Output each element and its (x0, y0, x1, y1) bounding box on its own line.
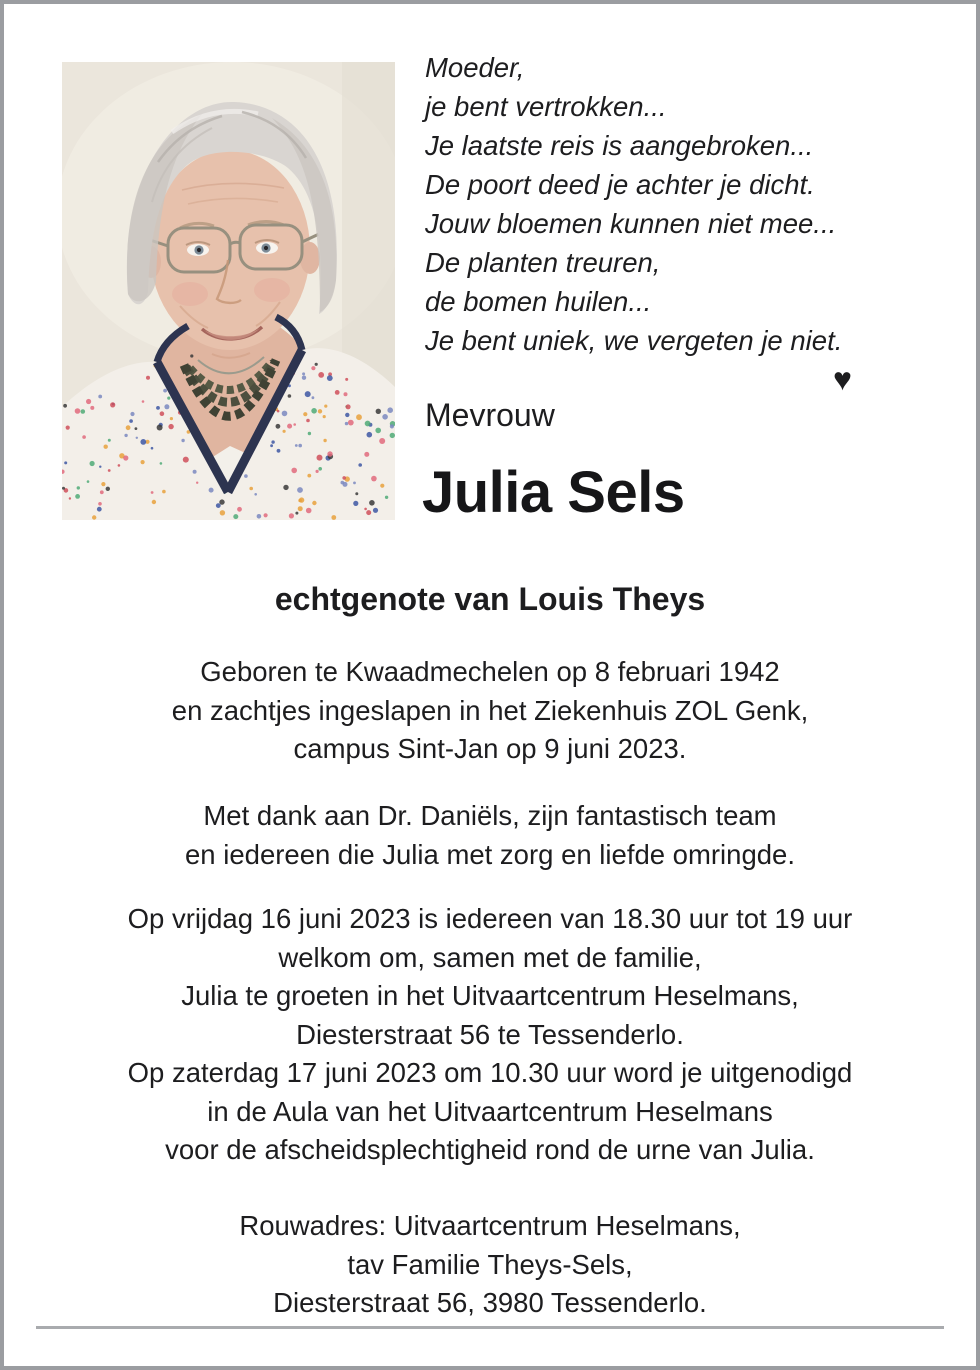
deceased-name: Julia Sels (422, 460, 685, 525)
address-line: tav Familie Theys-Sels, (347, 1248, 633, 1280)
poem-line: Moeder, (425, 52, 525, 83)
ceremony-paragraph (4, 900, 976, 1170)
ceremony-line: welkom om, samen met de familie, (278, 941, 702, 973)
poem-line: Jouw bloemen kunnen niet mee... (425, 208, 837, 239)
mourning-address-paragraph (4, 1207, 976, 1323)
bottom-divider (36, 1326, 944, 1329)
portrait-photo (62, 62, 395, 520)
address-line: Rouwadres: Uitvaartcentrum Heselmans, (239, 1210, 741, 1241)
salutation: Mevrouw (425, 397, 555, 433)
address-line: Diesterstraat 56, 3980 Tessenderlo. (273, 1287, 707, 1318)
thanks-paragraph (4, 797, 976, 874)
life-line: en zachtjes ingeslapen in het Ziekenhuis ZOL Genk, (171, 694, 809, 726)
poem (425, 48, 900, 399)
poem-line: De planten treuren, (425, 247, 661, 278)
ceremony-line: Julia te groeten in het Uitvaartcentrum Heselmans, (181, 980, 799, 1011)
thanks-line: Met dank aan Dr. Daniëls, zijn fantastisch team (203, 800, 777, 831)
heart-icon: ♥ (833, 361, 852, 397)
life-paragraph (4, 653, 976, 769)
ceremony-line: Op zaterdag 17 juni 2023 om 10.30 uur word je uitgenodigd (127, 1057, 853, 1088)
poem-line: je bent vertrokken... (425, 91, 667, 122)
thanks-line: en iedereen die Julia met zorg en liefde omringde. (185, 838, 795, 870)
ceremony-line: Op vrijdag 16 juni 2023 is iedereen van 18.30 uur tot 19 uur (127, 903, 853, 934)
poem-line: de bomen huilen... (425, 286, 652, 317)
poem-line: Je laatste reis is aangebroken... (425, 130, 814, 161)
ceremony-line: Diesterstraat 56 te Tessenderlo. (296, 1018, 684, 1050)
life-line: Geboren te Kwaadmechelen op 8 februari 1942 (200, 656, 780, 687)
relation-line: echtgenote van Louis Theys (274, 581, 706, 617)
life-line: campus Sint-Jan op 9 juni 2023. (293, 733, 687, 764)
poem-line: De poort deed je achter je dicht. (425, 169, 815, 200)
poem-line: Je bent uniek, we vergeten je niet. (425, 325, 843, 356)
ceremony-line: voor de afscheidsplechtigheid rond de urne van Julia. (165, 1134, 815, 1165)
portrait-photo-illustration (62, 62, 395, 520)
ceremony-line: in de Aula van het Uitvaartcentrum Heselmans (207, 1095, 773, 1127)
